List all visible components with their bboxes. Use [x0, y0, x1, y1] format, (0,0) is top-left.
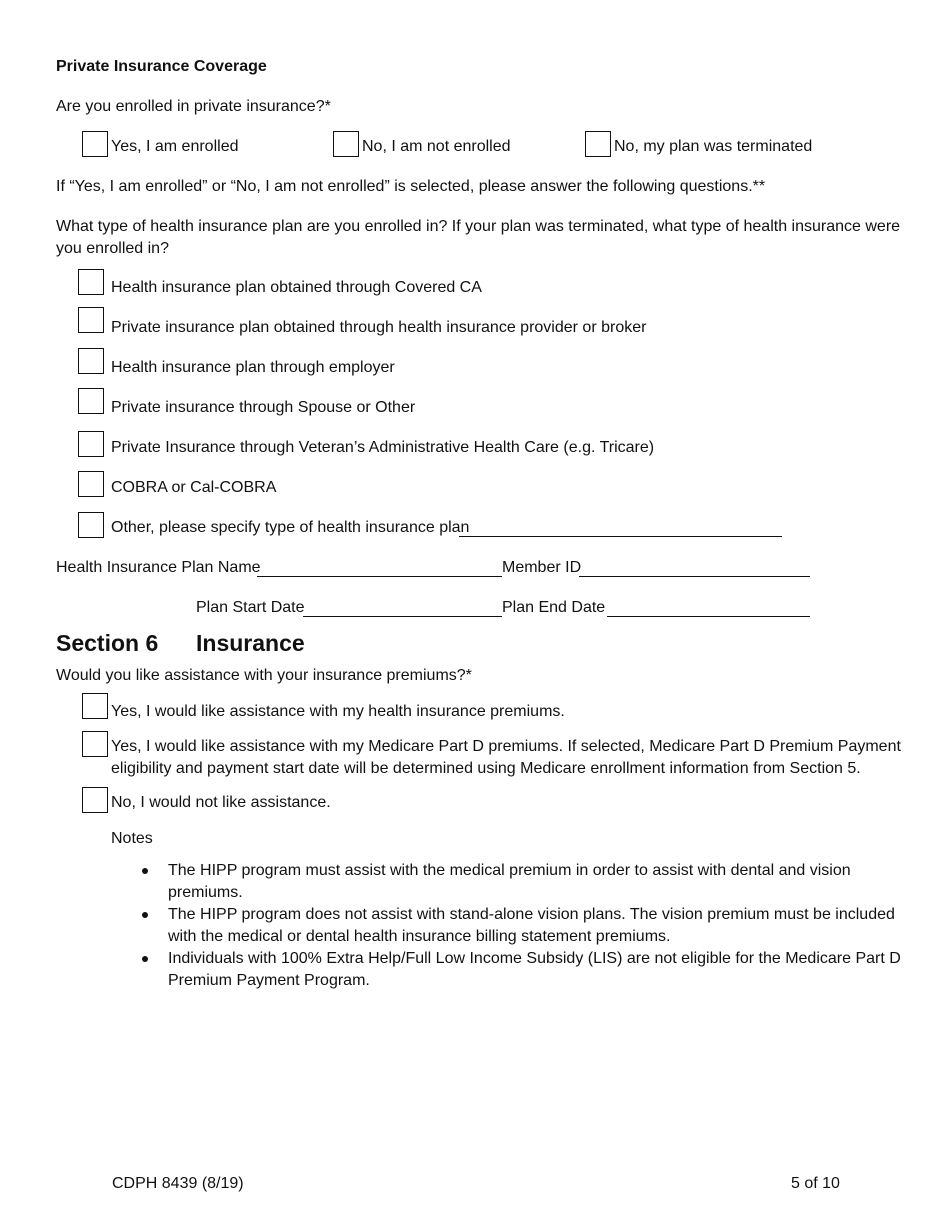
plan-employer-checkbox[interactable] — [78, 348, 104, 374]
plan-type-question: What type of health insurance plan are you enrolled in? If your plan was terminated, what type of health insurance were you enrolled in? — [56, 218, 901, 257]
section-title: Insurance — [196, 630, 305, 656]
note-item: The HIPP program does not assist with stand-alone vision plans. The vision premium must be included with the medical or dental health insurance billing statement premiums. — [168, 906, 895, 945]
other-plan-input-line[interactable] — [459, 536, 782, 537]
notes-heading: Notes — [111, 830, 153, 847]
plan-start-date-label: Plan Start Date — [196, 599, 305, 616]
enrollment-question: Are you enrolled in private insurance?* — [56, 98, 331, 115]
assist-option-label: Yes, I would like assistance with my Medicare Part D premiums. If selected, Medicare Part D Premium Payment eligibility and payment start date will be determined using Medicare enrollment information from Section 5. — [111, 738, 901, 777]
section-heading: Private Insurance Coverage — [56, 58, 267, 75]
assist-option-label: No, I would not like assistance. — [111, 794, 331, 811]
plan-type-label: Health insurance plan through employer — [111, 359, 395, 376]
plan-spouse-checkbox[interactable] — [78, 388, 104, 414]
section-number: Section 6 — [56, 630, 159, 656]
plan-type-label: Health insurance plan obtained through Covered CA — [111, 279, 482, 296]
plan-other-checkbox[interactable] — [78, 512, 104, 538]
enrolled-no-label: No, I am not enrolled — [362, 138, 511, 155]
plan-end-date-label: Plan End Date — [502, 599, 606, 616]
plan-terminated-checkbox[interactable] — [585, 131, 611, 157]
enrolled-no-checkbox[interactable] — [333, 131, 359, 157]
note-item: Individuals with 100% Extra Help/Full Low Income Subsidy (LIS) are not eligible for the Medicare Part D Premium Payment Program. — [168, 950, 901, 989]
enrolled-yes-checkbox[interactable] — [82, 131, 108, 157]
plan-terminated-label: No, my plan was terminated — [614, 138, 813, 155]
form-id: CDPH 8439 (8/19) — [112, 1175, 244, 1192]
no-assistance-checkbox[interactable] — [82, 787, 108, 813]
assist-option-label: Yes, I would like assistance with my health insurance premiums. — [111, 703, 565, 720]
plan-type-label: COBRA or Cal-COBRA — [111, 479, 277, 496]
bullet-icon — [142, 868, 148, 874]
conditional-instruction: If “Yes, I am enrolled” or “No, I am not enrolled” is selected, please answer the following questions.** — [56, 178, 766, 195]
member-id-input-line[interactable] — [579, 576, 810, 577]
member-id-label: Member ID — [502, 559, 582, 576]
plan-type-label: Private insurance plan obtained through health insurance provider or broker — [111, 319, 647, 336]
assist-medicare-partd-checkbox[interactable] — [82, 731, 108, 757]
plan-name-input-line[interactable] — [257, 576, 502, 577]
plan-name-label: Health Insurance Plan Name — [56, 559, 261, 576]
note-item: The HIPP program must assist with the medical premium in order to assist with dental and vision premiums. — [168, 862, 851, 901]
page-number: 5 of 10 — [791, 1175, 840, 1192]
plan-type-label: Private Insurance through Veteran’s Administrative Health Care (e.g. Tricare) — [111, 439, 655, 456]
plan-cobra-checkbox[interactable] — [78, 471, 104, 497]
bullet-icon — [142, 912, 148, 918]
bullet-icon — [142, 956, 148, 962]
plan-type-label: Other, please specify type of health insurance plan — [111, 519, 470, 536]
plan-provider-broker-checkbox[interactable] — [78, 307, 104, 333]
enrolled-yes-label: Yes, I am enrolled — [111, 138, 239, 155]
assist-health-premium-checkbox[interactable] — [82, 693, 108, 719]
plan-covered-ca-checkbox[interactable] — [78, 269, 104, 295]
assistance-question: Would you like assistance with your insurance premiums?* — [56, 667, 472, 684]
plan-veteran-checkbox[interactable] — [78, 431, 104, 457]
plan-type-label: Private insurance through Spouse or Other — [111, 399, 416, 416]
plan-start-date-input-line[interactable] — [303, 616, 502, 617]
plan-end-date-input-line[interactable] — [607, 616, 810, 617]
